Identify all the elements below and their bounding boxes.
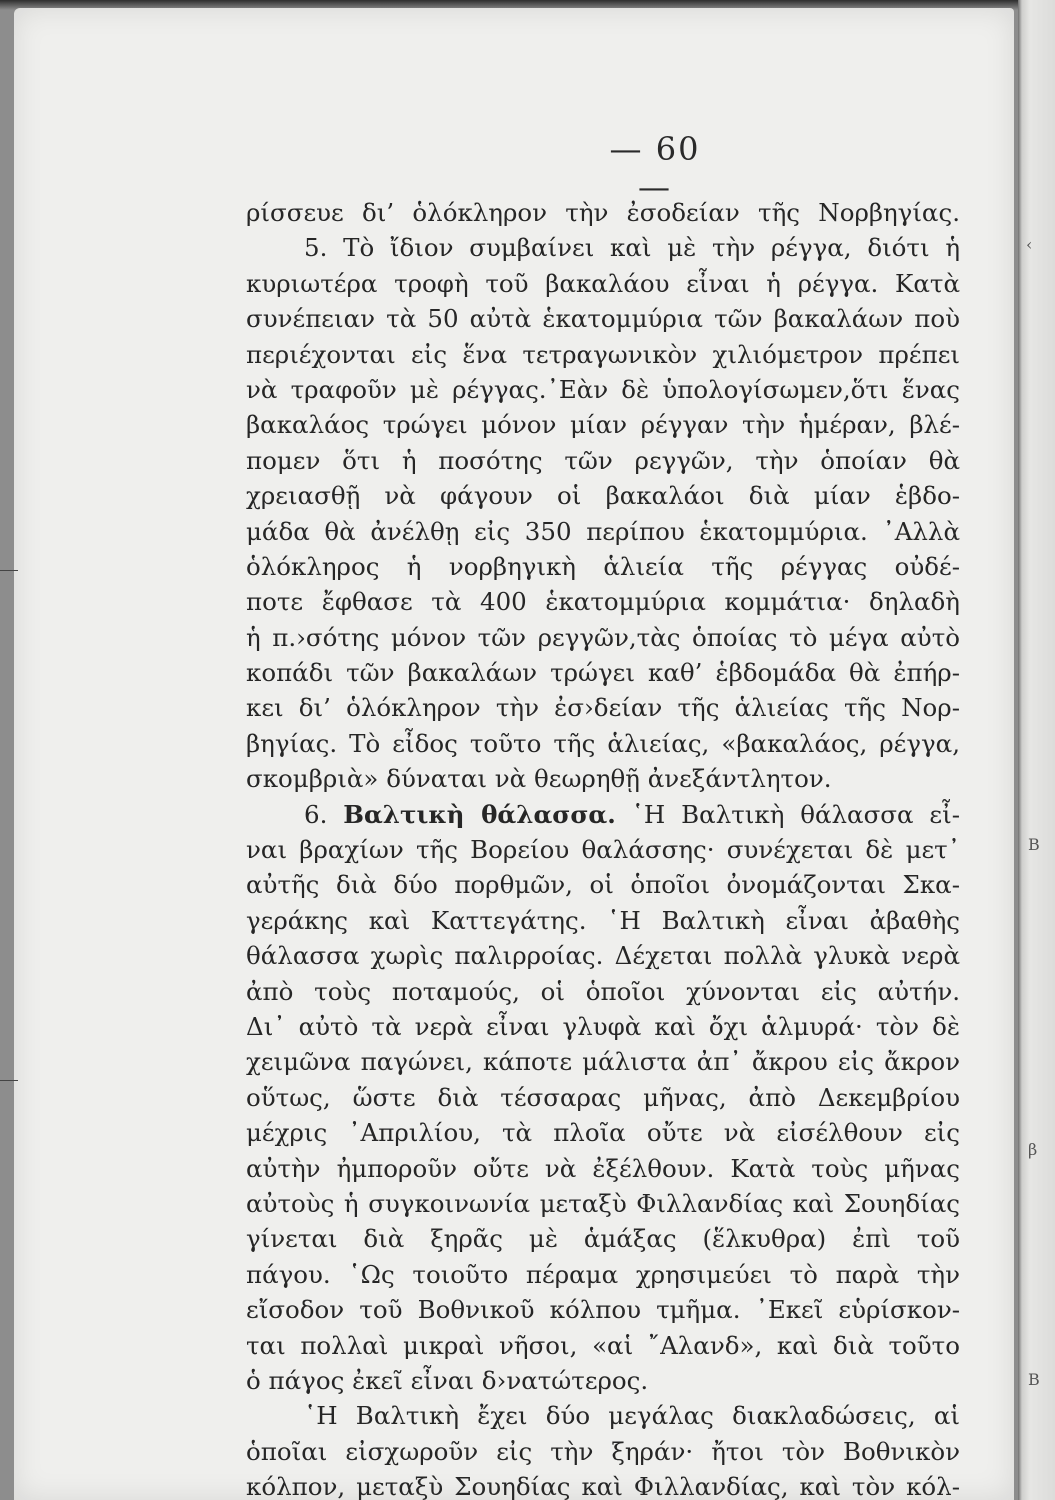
text-line xyxy=(246,549,960,584)
text-line xyxy=(246,1044,960,1079)
line-text: ναι βραχίων τῆς Βορείου θαλάσσης· συνέχεται δὲ μετ᾽ xyxy=(246,835,960,865)
margin-tick xyxy=(0,1080,18,1081)
text-line xyxy=(246,1328,960,1363)
margin-tick xyxy=(0,570,18,571)
line-text: μάδα θὰ ἀνέλθῃ εἰς 350 περίπου ἑκατομμύρια. ᾽Αλλὰ xyxy=(246,516,960,546)
line-text: πομεν ὅτι ἡ ποσότης τῶν ρεγγῶν, τὴν ὁποίαν θὰ xyxy=(246,445,960,475)
line-text: ῾Η Βαλτικὴ ἔχει δύο μεγάλας διακλαδώσεις, αἱ xyxy=(304,1401,960,1431)
line-text: ὁποῖαι εἰσχωροῦν εἰς τὴν ξηράν· ἤτοι τὸν Βοθνικὸν xyxy=(246,1436,960,1466)
text-line xyxy=(246,266,960,301)
line-text: γεράκης καὶ Καττεγάτης. ῾Η Βαλτικὴ εἶναι ἀβαθὴς xyxy=(246,905,960,935)
text-line xyxy=(246,407,960,442)
text-line xyxy=(246,938,960,973)
text-line xyxy=(246,1363,960,1398)
line-text: αὐτὴν ἠμποροῦν οὔτε νὰ ἐξέλθουν. Κατὰ τοὺς μῆνας xyxy=(246,1153,960,1183)
section-number: 6. xyxy=(304,799,344,829)
line-text: νὰ τραφοῦν μὲ ρέγγας.᾽Εὰν δὲ ὑπολογίσωμεν,ὅτι ἕνας xyxy=(246,374,960,404)
edge-mark: β xyxy=(1028,1140,1038,1159)
text-line xyxy=(246,372,960,407)
text-line xyxy=(246,690,960,725)
line-text: 5. Τὸ ἴδιον συμβαίνει καὶ μὲ τὴν ρέγγα, διότι ἡ xyxy=(304,233,960,263)
line-text: σκομβριὰ» δύναται νὰ θεωρηθῇ ἀνεξάντλητον. xyxy=(246,764,832,794)
text-line xyxy=(246,1292,960,1327)
line-text: εἴσοδον τοῦ Βοθνικοῦ κόλπου τμῆμα. ᾽Εκεῖ εὑρίσκον- xyxy=(246,1295,960,1325)
line-text: ὁλόκληρος ἡ νορβηγικὴ ἁλιεία τῆς ρέγγας οὐδέ- xyxy=(246,551,960,581)
edge-mark: ‹ xyxy=(1026,235,1033,254)
page-number: — 60 — xyxy=(609,130,701,206)
edge-mark: B xyxy=(1028,1370,1040,1389)
text-line xyxy=(246,443,960,478)
line-text: οὕτως, ὥστε διὰ τέσσαρας μῆνας, ἀπὸ Δεκεμβρίου xyxy=(246,1082,960,1112)
line-text: αὐτῆς διὰ δύο πορθμῶν, οἱ ὁποῖοι ὀνομάζονται Σκα- xyxy=(246,870,960,900)
text-line xyxy=(246,1221,960,1256)
body-text xyxy=(246,195,960,1500)
text-line xyxy=(246,478,960,513)
line-text: ἀπὸ τοὺς ποταμούς, οἱ ὁποῖοι χύνονται εἰς αὐτήν. xyxy=(246,976,960,1006)
text-line xyxy=(246,867,960,902)
line-text: θάλασσα χωρὶς παλιρροίας. Δέχεται πολλὰ γλυκὰ νερὰ xyxy=(246,941,960,971)
line-text: χειμῶνα παγώνει, κάποτε μάλιστα ἀπ᾽ ἄκρου εἰς ἄκρον xyxy=(246,1047,960,1077)
line-text: αὐτοὺς ἡ συγκοινωνία μεταξὺ Φιλλανδίας καὶ Σουηδίας xyxy=(246,1188,960,1218)
line-text: συνέπειαν τὰ 50 αὐτὰ ἑκατομμύρια τῶν βακαλάων ποὺ xyxy=(246,304,960,334)
text-line xyxy=(246,761,960,796)
text-line xyxy=(246,655,960,690)
text-line xyxy=(246,832,960,867)
line-text: κυριωτέρα τροφὴ τοῦ βακαλάου εἶναι ἡ ρέγγα. Κατὰ xyxy=(246,268,960,298)
text-line xyxy=(246,797,960,832)
text-line xyxy=(246,301,960,336)
text-line xyxy=(246,726,960,761)
line-text: Δι᾽ αὐτὸ τὰ νερὰ εἶναι γλυφὰ καὶ ὄχι ἁλμυρά· τὸν δὲ xyxy=(246,1011,960,1041)
line-text: περιέχονται εἰς ἕνα τετραγωνικὸν χιλιόμετρον πρέπει xyxy=(246,339,960,369)
text-line xyxy=(246,1186,960,1221)
line-text: ῾Η Βαλτικὴ θάλασσα εἶ- xyxy=(615,799,960,829)
line-text: βακαλάος τρώγει μόνον μίαν ρέγγαν τὴν ἡμέραν, βλέ- xyxy=(246,410,960,440)
section-heading: Βαλτικὴ θάλασσα. xyxy=(343,799,616,829)
line-text: ται πολλαὶ μικραὶ νῆσοι, «αἱ ῎Αλανδ», καὶ διὰ τοῦτο xyxy=(246,1330,960,1360)
text-line xyxy=(246,974,960,1009)
text-line xyxy=(246,1080,960,1115)
line-text: ρίσσευε δι’ ὁλόκληρον τὴν ἐσοδείαν τῆς Νορβηγίας. xyxy=(246,198,960,227)
adjacent-page-edge xyxy=(1018,0,1055,1500)
line-text: μέχρις ᾽Απριλίου, τὰ πλοῖα οὔτε νὰ εἰσέλθουν εἰς xyxy=(246,1118,960,1148)
line-text: γίνεται διὰ ξηρᾶς μὲ ἁμάξας (ἕλκυθρα) ἐπὶ τοῦ xyxy=(246,1224,960,1254)
line-text: ἡ π.›σότης μόνον τῶν ρεγγῶν,τὰς ὁποίας τὸ μέγα αὐτὸ xyxy=(246,622,960,652)
text-line xyxy=(246,1469,960,1500)
line-text: ὁ πάγος ἐκεῖ εἶναι δ›νατώτερος. xyxy=(246,1365,649,1395)
line-text: ποτε ἔφθασε τὰ 400 ἑκατομμύρια κομμάτια· δηλαδὴ xyxy=(246,587,960,617)
text-line xyxy=(246,337,960,372)
line-text: κόλπον, μεταξὺ Σουηδίας καὶ Φιλλανδίας, καὶ τὸν κόλ- xyxy=(246,1472,960,1500)
text-line xyxy=(246,903,960,938)
text-line xyxy=(246,195,960,230)
text-line xyxy=(246,1257,960,1292)
text-line xyxy=(246,620,960,655)
text-line xyxy=(246,1398,960,1433)
text-line xyxy=(246,230,960,265)
text-line xyxy=(246,584,960,619)
text-line xyxy=(246,514,960,549)
edge-mark: B xyxy=(1028,835,1040,854)
line-text: χρειασθῇ νὰ φάγουν οἱ βακαλάοι διὰ μίαν ἑβδο- xyxy=(246,481,960,511)
text-line xyxy=(246,1009,960,1044)
text-line xyxy=(246,1434,960,1469)
line-text: πάγου. ῾Ως τοιοῦτο πέραμα χρησιμεύει τὸ παρὰ τὴν xyxy=(246,1259,960,1289)
text-line xyxy=(246,1151,960,1186)
text-line xyxy=(246,1115,960,1150)
line-text: κει δι’ ὁλόκληρον τὴν ἐσ›δείαν τῆς ἁλιείας τῆς Νορ- xyxy=(246,693,960,723)
line-text: βηγίας. Τὸ εἶδος τοῦτο τῆς ἁλιείας, «βακαλάος, ρέγγα, xyxy=(246,728,960,758)
line-text: κοπάδι τῶν βακαλάων τρώγει καθ’ ἑβδομάδα θὰ ἐπήρ- xyxy=(246,658,960,688)
